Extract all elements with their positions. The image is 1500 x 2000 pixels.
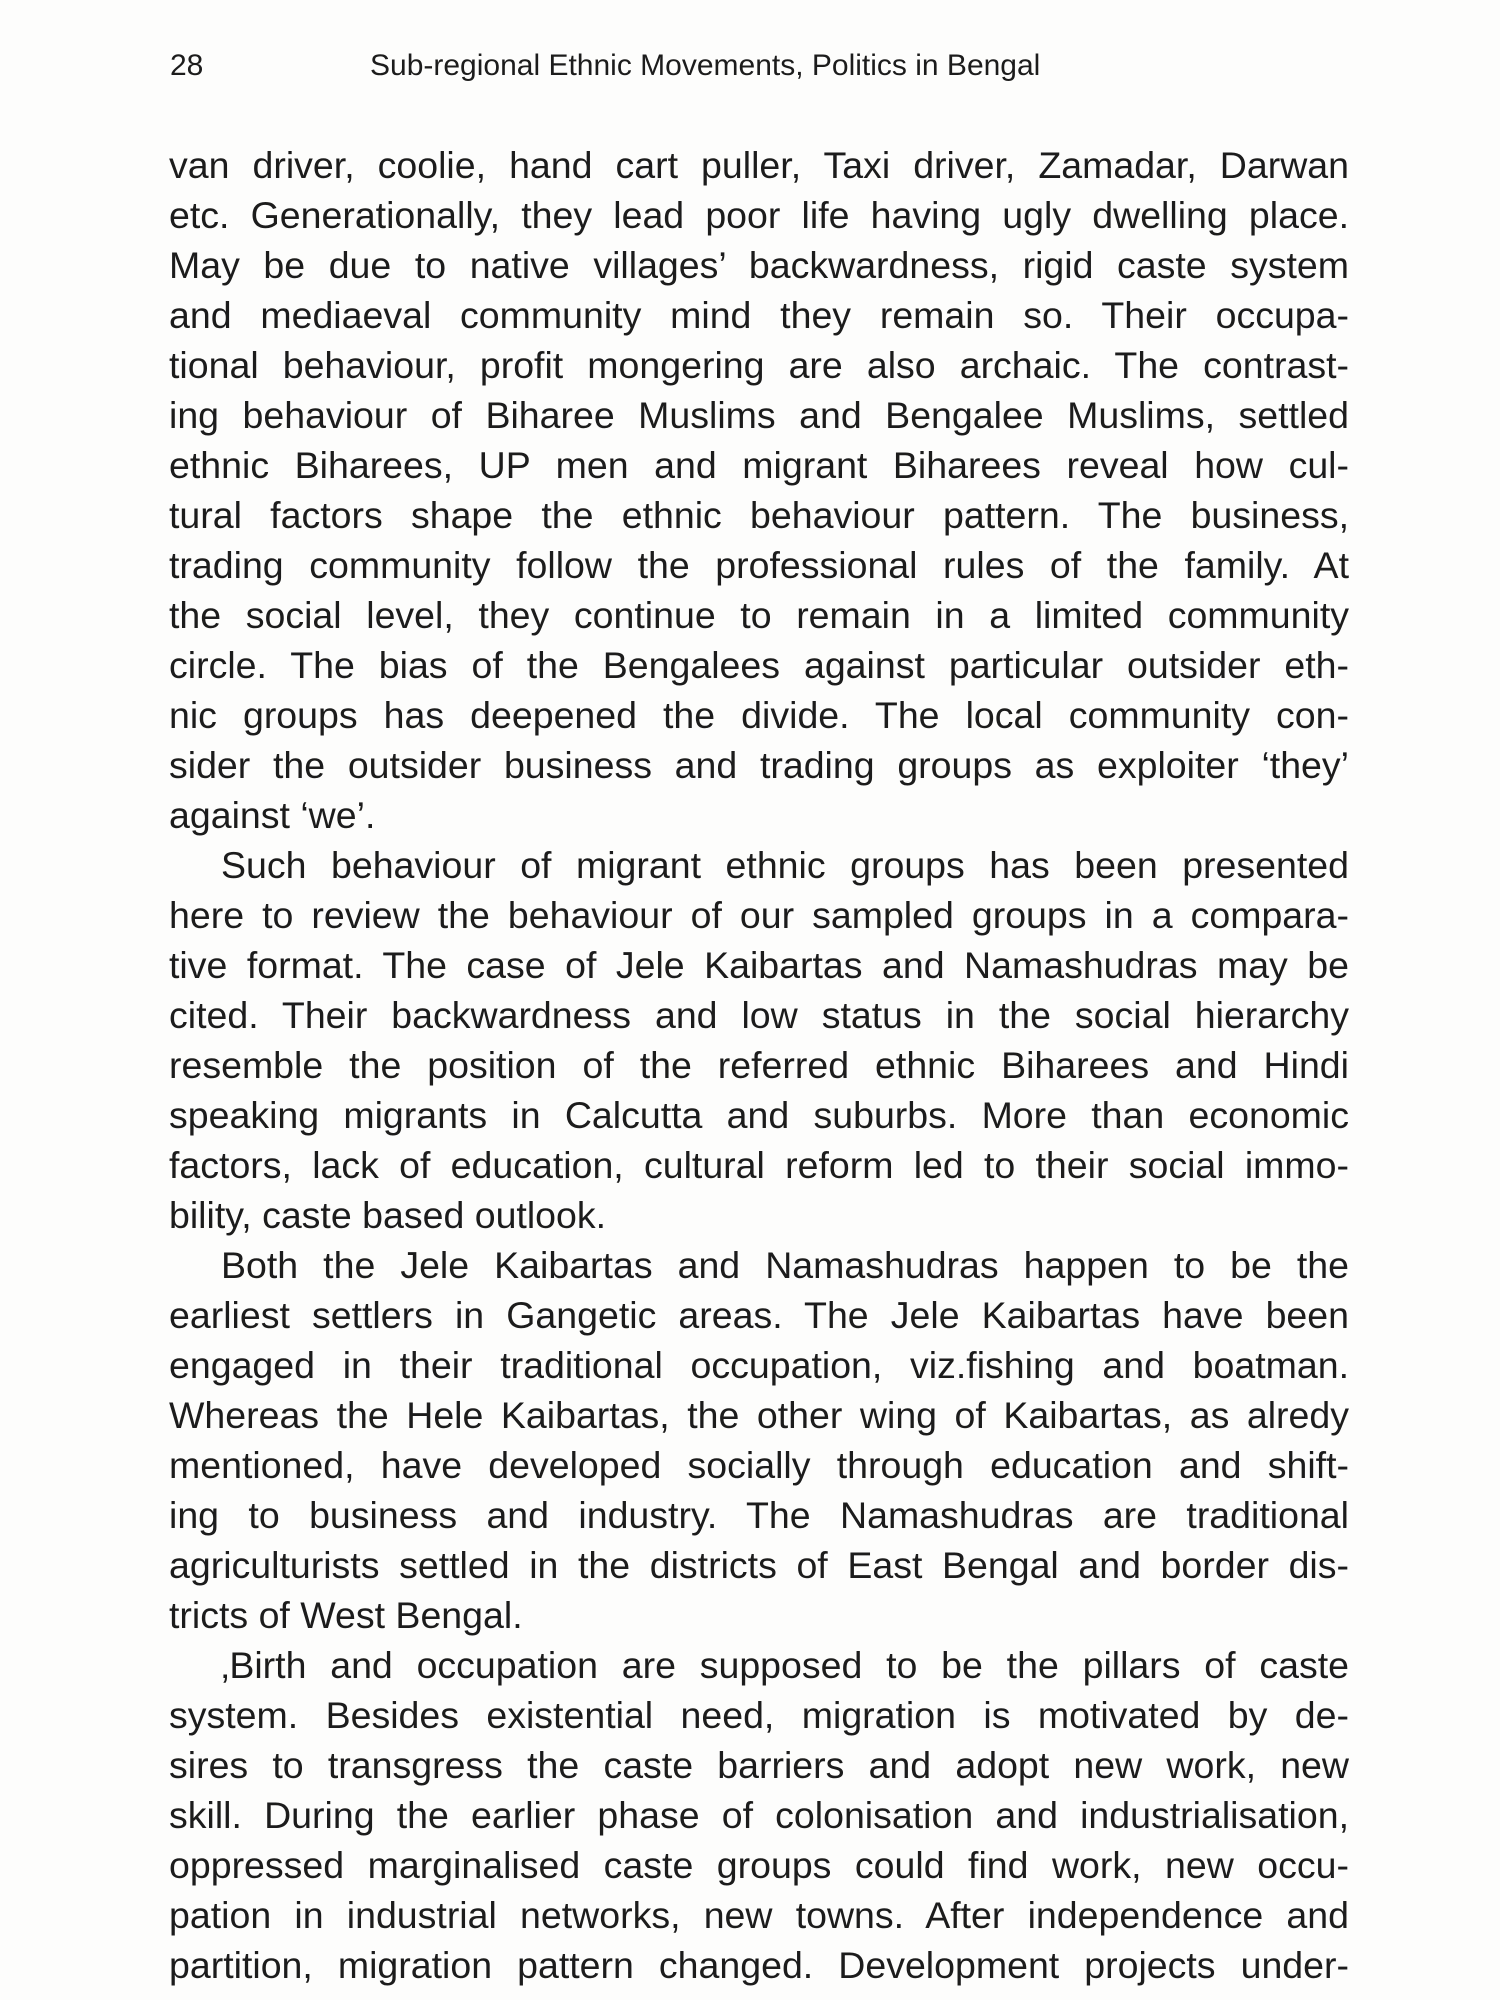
paragraph-first-line: Both the Jele Kaibartas and Namashudras happen to be the <box>221 1244 1349 1286</box>
text-line: tural factors shape the ethnic behaviour pattern. The business, <box>169 494 1349 536</box>
text-line: Whereas the Hele Kaibartas, the other wing of Kaibartas, as alredy <box>169 1394 1349 1436</box>
text-line: May be due to native villages’ backwardness, rigid caste system <box>169 244 1349 286</box>
text-line: mentioned, have developed socially through education and shift- <box>169 1444 1349 1486</box>
body-text <box>169 140 1349 1990</box>
text-line: speaking migrants in Calcutta and suburbs. More than economic <box>169 1094 1349 1136</box>
text-line: tricts of West Bengal. <box>169 1594 523 1636</box>
paragraph-first-line: Such behaviour of migrant ethnic groups has been presented <box>221 844 1349 886</box>
text-line: cited. Their backwardness and low status in the social hierarchy <box>169 994 1349 1036</box>
page-number: 28 <box>170 49 204 82</box>
running-head <box>170 44 1350 88</box>
text-line: against ‘we’. <box>169 794 376 836</box>
text-line: sider the outsider business and trading groups as exploiter ‘they’ <box>169 744 1349 786</box>
text-line: oppressed marginalised caste groups could find work, new occu- <box>169 1844 1349 1886</box>
text-line: sires to transgress the caste barriers and adopt new work, new <box>169 1744 1349 1786</box>
text-line: tional behaviour, profit mongering are also archaic. The contrast- <box>169 344 1349 386</box>
text-line: factors, lack of education, cultural reform led to their social immo- <box>169 1144 1349 1186</box>
text-line: the social level, they continue to remain in a limited community <box>169 594 1349 636</box>
text-line: system. Besides existential need, migration is motivated by de- <box>169 1694 1349 1736</box>
text-line: earliest settlers in Gangetic areas. The Jele Kaibartas have been <box>169 1294 1349 1336</box>
paragraph-first-line: ‚Birth and occupation are supposed to be the pillars of caste <box>221 1644 1349 1686</box>
text-line: nic groups has deepened the divide. The local community con- <box>169 694 1349 736</box>
text-line: ing to business and industry. The Namashudras are traditional <box>169 1494 1349 1536</box>
text-line: ethnic Biharees, UP men and migrant Biharees reveal how cul- <box>169 444 1349 486</box>
text-line: resemble the position of the referred ethnic Biharees and Hindi <box>169 1044 1349 1086</box>
text-line: partition, migration pattern changed. Development projects under- <box>169 1944 1349 1986</box>
text-line: van driver, coolie, hand cart puller, Taxi driver, Zamadar, Darwan <box>169 144 1349 186</box>
text-line: etc. Generationally, they lead poor life having ugly dwelling place. <box>169 194 1349 236</box>
text-line: and mediaeval community mind they remain so. Their occupa- <box>169 294 1349 336</box>
text-line: circle. The bias of the Bengalees against particular outsider eth- <box>169 644 1349 686</box>
running-title: Sub-regional Ethnic Movements, Politics in Bengal <box>370 49 1041 82</box>
text-line: tive format. The case of Jele Kaibartas and Namashudras may be <box>169 944 1349 986</box>
text-line: ing behaviour of Biharee Muslims and Bengalee Muslims, settled <box>169 394 1349 436</box>
text-line: trading community follow the professional rules of the family. At <box>169 544 1349 586</box>
text-line: here to review the behaviour of our sampled groups in a compara- <box>169 894 1349 936</box>
text-line: skill. During the earlier phase of colonisation and industrialisation, <box>169 1794 1349 1836</box>
text-line: pation in industrial networks, new towns. After independence and <box>169 1894 1349 1936</box>
text-line: engaged in their traditional occupation, viz.fishing and boatman. <box>169 1344 1349 1386</box>
text-line: agriculturists settled in the districts of East Bengal and border dis- <box>169 1544 1349 1586</box>
text-line: bility, caste based outlook. <box>169 1194 607 1236</box>
